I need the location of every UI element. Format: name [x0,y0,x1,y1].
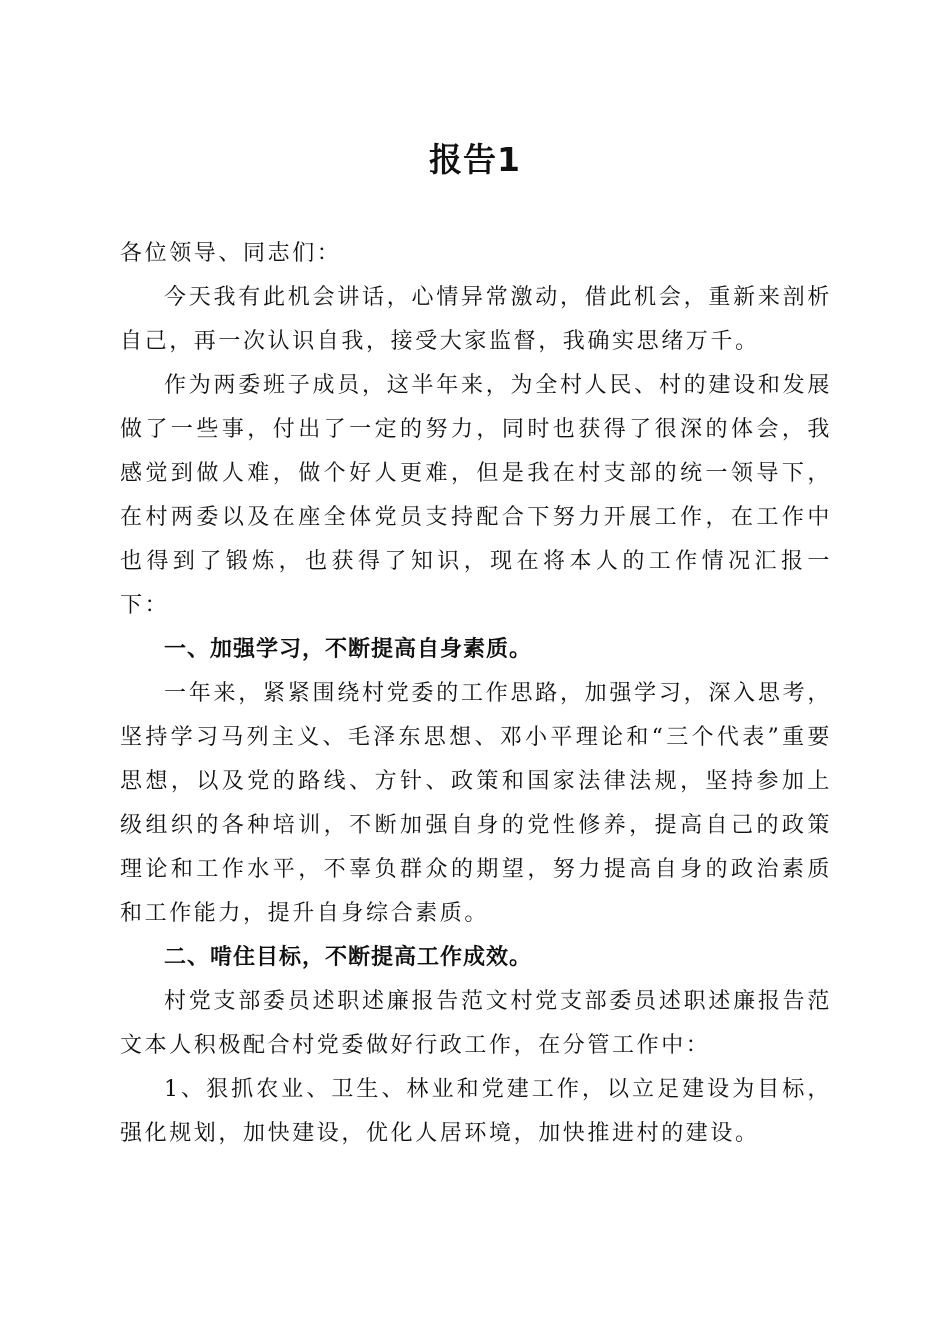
paragraph-item-1: 1、狠抓农业、卫生、林业和党建工作，以立足建设为目标，强化规划，加快建设，优化人居环境，加快推进村的建设。 [120,1077,832,1146]
paragraph-study: 一年来，紧紧围绕村党委的工作思路，加强学习，深入思考，坚持学习马列主义、毛泽东思想、邓小平理论和“三个代表”重要思想，以及党的路线、方针、政策和国家法律法规，坚持参加上级组织的各种培训，不断加强自身的党性修养，提高自己的政策理论和工作水平，不辜负群众的期望，努力提高自身的政治素质和工作能力，提升自身综合素质。 [120,681,832,926]
section-heading-1: 一、加强学习，不断提高自身素质。 [164,637,533,662]
paragraph-introduction: 作为两委班子成员，这半年来，为全村人民、村的建设和发展做了一些事，付出了一定的努力，同时也获得了很深的体会，我感觉到做人难，做个好人更难，但是我在村支部的统一领导下，在村两委以及在座全体党员支持配合下努力开展工作，在工作中也得到了锻炼，也获得了知识，现在将本人的工作情况汇报一下： [120,373,832,618]
paragraph-opening: 今天我有此机会讲话，心情异常激动，借此机会，重新来剖析自己，再一次认识自我，接受大家监督，我确实思绪万千。 [120,285,832,354]
paragraph-goals: 村党支部委员述职述廉报告范文村党支部委员述职述廉报告范文本人积极配合村党委做好行政工作，在分管工作中： [120,989,832,1058]
document-title: 报告1 [429,140,521,179]
section-heading-2: 二、啃住目标，不断提高工作成效。 [164,945,533,970]
salutation: 各位领导、同志们： [120,241,342,266]
document-body [120,232,832,1156]
